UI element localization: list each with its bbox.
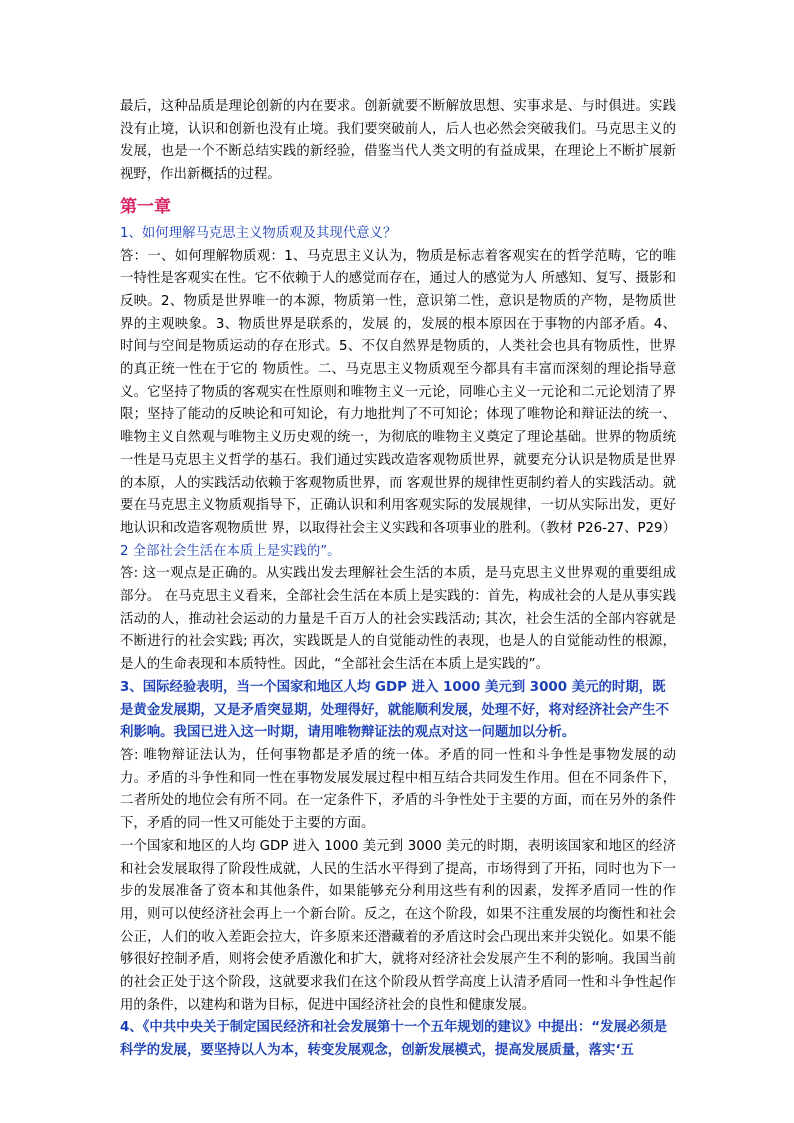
answer-1: 答：一、如何理解物质观：1、马克思主义认为，物质是标志着客观实在的哲学范畴，它的唯一特性是客观实在性。它不依赖于人的感觉而存在，通过人的感觉为人 所感知、复写、摄影和反映。2、物质是世界唯一的本源，物质第一性，意识第二性，意识是物质的产物，是物质世界的主观映象。3、物质世界是联系的，发展 的，发展的根本原因在于事物的内部矛盾。4、时间与空间是物质运动的存在形式。5、不仅自然界是物质的，人类社会也具有物质性，世界的真正统一性在于它的 物质性。二、马克思主义物质观至今都具有丰富而深刻的理论指导意义。它坚持了物质的客观实在性原则和唯物主义一元论，同唯心主义一元论和二元论划清了界 限；坚持了能动的反映论和可知论，有力地批判了不可知论；体现了唯物论和辩证法的统一、唯物主义自然观与唯物主义历史观的统一，为彻底的唯物主义奠定了理论基础。世界的物质统一性是马克思主义哲学的基石。我们通过实践改造客观物质世界，就要充分认识是物质是世界的本原，人的实践活动依赖于客观物质世界，而 客观世界的规律性更制约着人的实践活动。就要在马克思主义物质观指导下，正确认识和利用客观实际的发展规律，一切从实际出发，更好地认识和改造客观物质世 界，以取得社会主义实践和各项事业的胜利。（教材 P26-27、P29） [120,248,676,536]
question-4: 4、《中共中央关于制定国民经济和社会发展第十一个五年规划的建议》中提出：“发展必须是科学的发展，要坚持以人为本，转变发展观念，创新发展模式，提高发展质量，落实‘五 [120,1020,668,1059]
document-page [120,96,676,1063]
question-3: 3、国际经验表明，当一个国家和地区人均 GDP 进入 1000 美元到 3000 美元的时期，既是黄金发展期，又是矛盾突显期，处理得好，就能顺利发展，处理不好，将对经济社会产生不利影响。我国已进入这一时期，请用唯物辩证法的观点对这一问题加以分析。 [120,679,670,741]
intro-paragraph: 最后，这种品质是理论创新的内在要求。创新就要不断解放思想、实事求是、与时俱进。实践没有止境，认识和创新也没有止境。我们要突破前人，后人也必然会突破我们。马克思主义的发展，也是一个不断总结实践的新经验，借鉴当代人类文明的有益成果，在理论上不断扩展新视野，作出新概括的过程。 [120,99,676,183]
answer-3-part-2: 一个国家和地区的人均 GDP 进入 1000 美元到 3000 美元的时期，表明该国家和地区的经济和社会发展取得了阶段性成就，人民的生活水平得到了提高，市场得到了开拓，同时也为下一步的发展准备了资本和其他条件，如果能够充分利用这些有利的因素，发挥矛盾同一性的作用，则可以使经济社会再上一个新台阶。反之，在这个阶段，如果不注重发展的均衡性和社会公正，人们的收入差距会拉大，许多原来还潜藏着的矛盾这时会凸现出来并尖锐化。如果不能够很好控制矛盾，则将会使矛盾激化和扩大，就将对经济社会发展产生不利的影响。我国当前的社会正处于这个阶段，这就要求我们在这个阶段从哲学高度上认清矛盾同一性和斗争性起作用的条件，以建构和谐为目标，促进中国经济社会的良性和健康发展。 [120,838,676,1013]
answer-3-part-1: 答: 唯物辩证法认为，任何事物都是矛盾的统一体。矛盾的同一性和斗争性是事物发展的动力。矛盾的斗争性和同一性在事物发展发展过程中相互结合共同发生作用。但在不同条件下，二者所处的地位会有所不同。在一定条件下，矛盾的斗争性处于主要的方面，而在另外的条件下，矛盾的同一性又可能处于主要的方面。 [120,747,676,832]
answer-2: 答: 这一观点是正确的。从实践出发去理解社会生活的本质，是马克思主义世界观的重要组成部分。 在马克思主义看来，全部社会生活在本质上是实践的：首先，构成社会的人是从事实践活动的人，推动社会运动的力量是千百万人的社会实践活动; 其次，社会生活的全部内容就是不断进行的社会实践; 再次，实践既是人的自觉能动性的表现，也是人的自觉能动性的根源，是人的生命表现和本质特性。因此，“全部社会生活在本质上是实践的”。 [120,566,676,673]
question-2: 2 全部社会生活在本质上是实践的”。 [120,543,341,559]
question-1: 1、如何理解马克思主义物质观及其现代意义？ [120,225,397,241]
chapter-title: 第一章 [120,196,171,217]
